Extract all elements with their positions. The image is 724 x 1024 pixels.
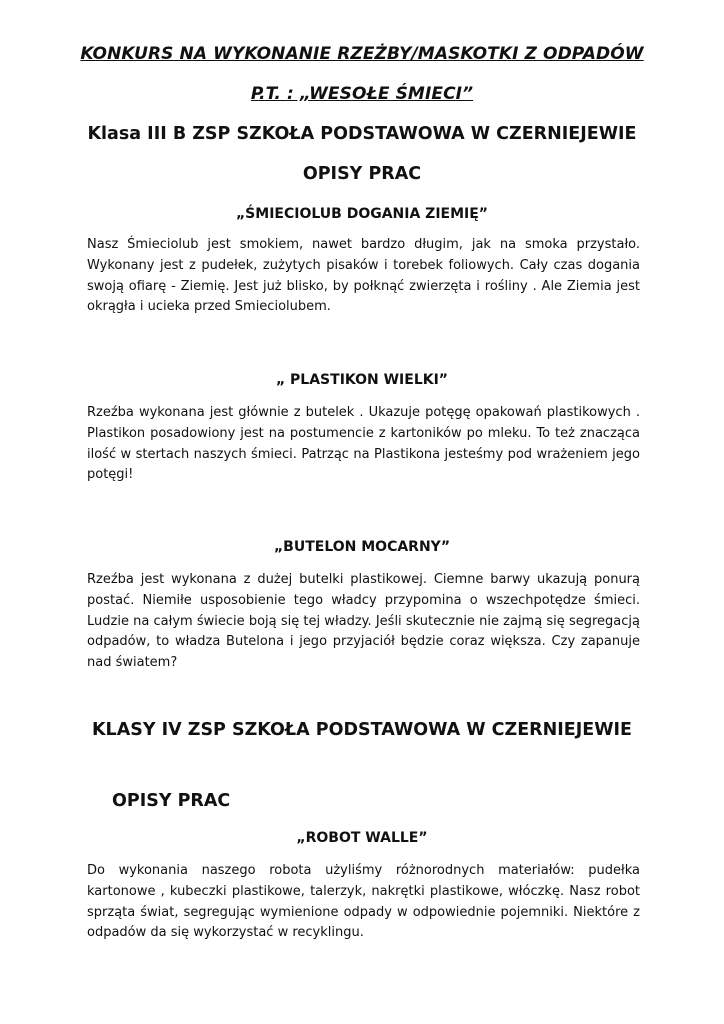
section1-opisy-prac-heading: OPISY PRAC xyxy=(302,164,422,184)
work-description-robot-walle: Do wykonania naszego robota użyliśmy różnorodnych materiałów: pudełka kartonowe , kubeczki plastikowe, talerzyk, nakrętki plastikowe, włóczkę. Nasz robot sprząta świat, segregując wymienione odpady w odpowiednie pojemniki. Niektóre z odpadów da się wykorzystać w recyklingu. xyxy=(87,863,640,941)
klasy-iv-heading: KLASY IV ZSP SZKOŁA PODSTAWOWA W CZERNIEJEWIE xyxy=(91,720,632,740)
work-description-smieciolub: Nasz Śmieciolub jest smokiem, nawet bardzo długim, jak na smoka przystało. Wykonany jest z pudełek, zużytych pisaków i torebek foliowych. Cały czas dogania swoją ofiarę - Ziemię. Jest już blisko, by połknąć zwierzęta i rośliny . Ale Ziemia jest okrągła i ucieka przed Smieciolubem. xyxy=(87,237,640,315)
work-title-robot-walle: „ROBOT WALLE” xyxy=(296,830,428,846)
work-title-butelon: „BUTELON MOCARNY” xyxy=(273,539,451,555)
class-iii-b-heading: Klasa III B ZSP SZKOŁA PODSTAWOWA W CZERNIEJEWIE xyxy=(87,124,637,144)
document-title-line-1: KONKURS NA WYKONANIE RZEŻBY/MASKOTKI Z ODPADÓW xyxy=(80,44,644,64)
section2-opisy-prac-heading: OPISY PRAC xyxy=(112,791,231,811)
document-title-line-2: P.T. : „WESOŁE ŚMIECI” xyxy=(250,84,474,104)
work-title-smieciolub: „ŚMIECIOLUB DOGANIA ZIEMIĘ” xyxy=(235,206,489,222)
work-description-plastikon: Rzeźba wykonana jest głównie z butelek . Ukazuje potęgę opakowań plastikowych . Plastikon posadowiony jest na postumencie z kartoników po mleku. To też znacząca ilość w stertach naszych śmieci. Patrząc na Plastikona jesteśmy pod wrażeniem jego potęgi! xyxy=(87,405,640,483)
work-title-plastikon: „ PLASTIKON WIELKI” xyxy=(275,372,449,388)
work-description-butelon: Rzeźba jest wykonana z dużej butelki plastikowej. Ciemne barwy ukazują ponurą postać. Niemiłe usposobienie tego władcy przypomina o wszechpotędze śmieci. Ludzie na całym świecie boją się tej władzy. Jeśli skutecznie nie zajmą się segregacją odpadów, to władza Butelona i jego przyjaciół będzie coraz większa. Czy zapanuje nad światem? xyxy=(87,572,640,671)
